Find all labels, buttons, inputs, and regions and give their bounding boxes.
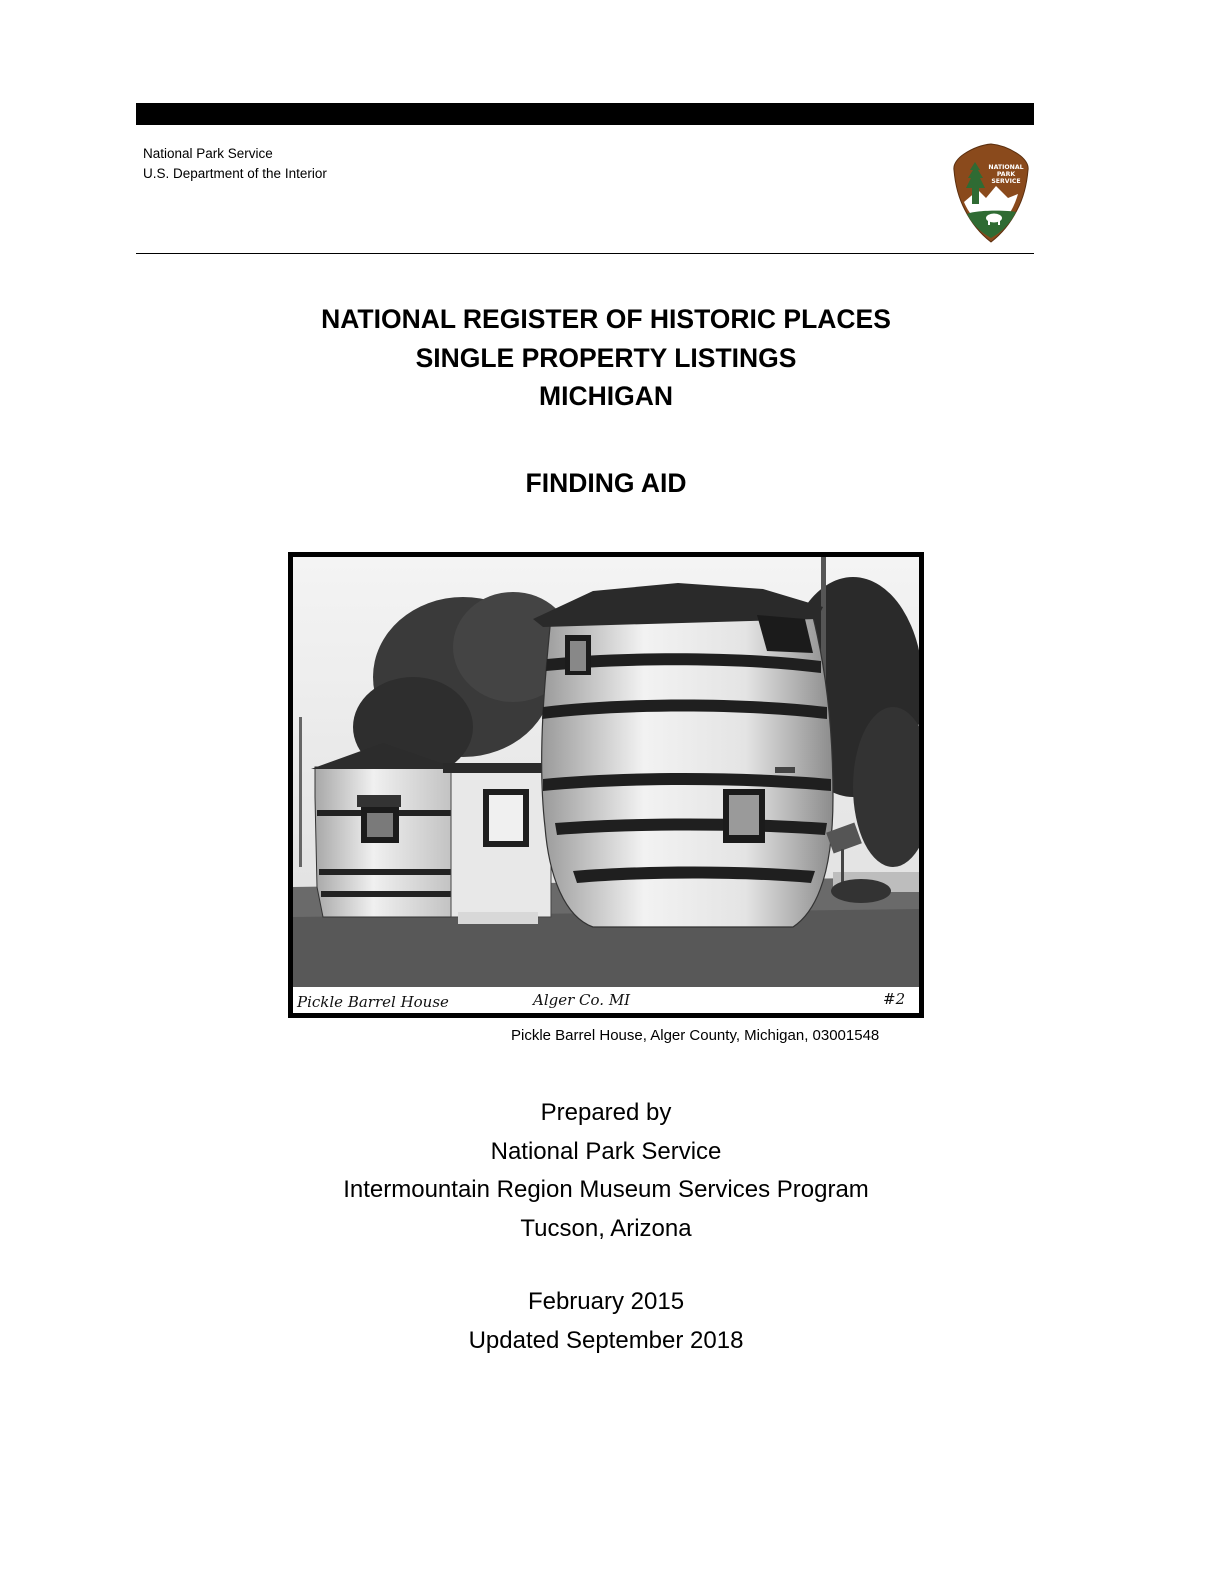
header-divider: [136, 253, 1034, 254]
prepared-by-location: Tucson, Arizona: [520, 1214, 692, 1242]
logo-text-park: PARK: [996, 171, 1016, 178]
document-title: [0, 300, 1212, 416]
dates-block: [0, 1283, 1212, 1360]
title-line-2: SINGLE PROPERTY LISTINGS: [415, 342, 797, 373]
property-photo: [288, 552, 924, 1018]
photo-label-county: Alger Co. MI: [533, 991, 631, 1009]
logo-text-national: NATIONAL: [988, 164, 1024, 171]
prepared-by-label: Prepared by: [540, 1099, 672, 1126]
prepared-by-program: Intermountain Region Museum Services Program: [343, 1176, 869, 1203]
title-line-1: NATIONAL REGISTER OF HISTORIC PLACES: [321, 304, 891, 334]
photo-label-number: #2: [883, 990, 906, 1008]
header-black-bar: [136, 103, 1034, 125]
pickle-barrel-house-photo: [293, 557, 919, 1013]
prepared-by-agency: National Park Service: [490, 1137, 722, 1165]
logo-text-service: SERVICE: [991, 178, 1021, 185]
photo-label-name: Pickle Barrel House: [297, 993, 449, 1011]
document-subtitle: FINDING AID: [525, 468, 687, 498]
photo-caption: Pickle Barrel House, Alger County, Michigan, 03001548: [511, 1027, 880, 1044]
updated-date: Updated September 2018: [468, 1326, 744, 1354]
created-date: February 2015: [527, 1288, 685, 1315]
department-name: U.S. Department of the Interior: [143, 166, 327, 181]
agency-name: National Park Service: [143, 146, 273, 161]
nps-arrowhead-icon: [950, 142, 1032, 244]
prepared-by-block: [0, 1094, 1212, 1248]
title-line-3: MICHIGAN: [539, 381, 673, 411]
agency-block: [143, 144, 327, 184]
